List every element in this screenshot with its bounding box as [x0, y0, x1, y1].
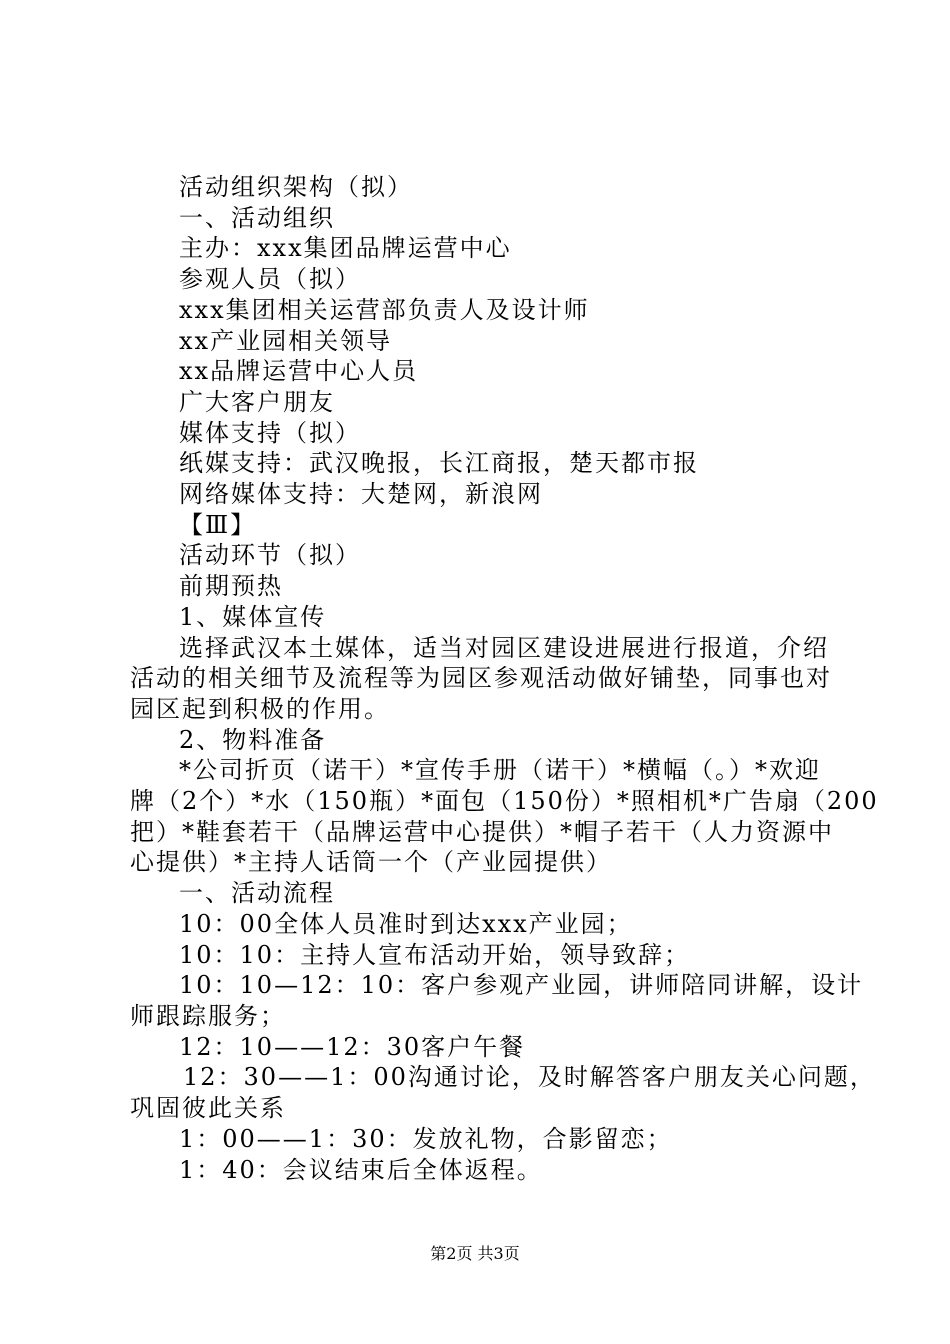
schedule-1010: 10：10：主持人宣布活动开始，领导致辞； — [179, 940, 691, 969]
document-body — [130, 172, 879, 1185]
schedule-1210: 12：10——12：30客户午餐 — [179, 1032, 526, 1061]
text-visitor-1: xxx集团相关运营部负责人及设计师 — [179, 295, 590, 324]
paragraph-line: 牌（2个）*水（150瓶）*面包（150份）*照相机*广告扇（200 — [130, 787, 879, 816]
text-host: 主办：xxx集团品牌运营中心 — [179, 234, 512, 263]
heading-activity-steps: 活动环节（拟） — [179, 541, 361, 570]
schedule-100: 1：00——1：30：发放礼物，合影留恋； — [179, 1124, 673, 1153]
text-visitor-2: xx产业园相关领导 — [179, 326, 393, 355]
heading-visitors: 参观人员（拟） — [179, 265, 361, 294]
heading-activity-flow: 一、活动流程 — [179, 879, 335, 908]
paragraph-line: 10：10—12：10：客户参观产业园，讲师陪同讲解，设计 — [179, 971, 864, 1000]
schedule-1230 — [130, 1062, 876, 1123]
heading-org-structure: 活动组织架构（拟） — [179, 173, 413, 201]
paragraph-line: 把）*鞋套若干（品牌运营中心提供）*帽子若干（人力资源中 — [130, 817, 834, 846]
paragraph-line: 心提供）*主持人话筒一个（产业园提供） — [130, 848, 612, 877]
heading-media-promo: 1、媒体宣传 — [179, 602, 327, 631]
paragraph-line: 师跟踪服务； — [130, 1001, 286, 1030]
schedule-1000: 10：00全体人员准时到达xxx产业园； — [179, 909, 633, 938]
page-number: 第2页 共3页 — [430, 1244, 520, 1263]
heading-materials: 2、物料准备 — [179, 725, 327, 754]
text-web-media: 网络媒体支持：大楚网，新浪网 — [179, 480, 543, 509]
text-visitor-3: xx品牌运营中心人员 — [179, 357, 419, 386]
paragraph-line: *公司折页（诺干）*宣传手册（诺干）*横幅（。）*欢迎 — [179, 756, 821, 785]
paragraph-line: 园区起到积极的作用。 — [130, 694, 390, 723]
text-visitor-4: 广大客户朋友 — [179, 387, 335, 416]
paragraph-line: 活动的相关细节及流程等为园区参观活动做好铺垫，同事也对 — [130, 664, 832, 693]
schedule-140: 1：40：会议结束后全体返程。 — [179, 1155, 543, 1184]
heading-warmup: 前期预热 — [179, 572, 283, 601]
paragraph-media-promo — [130, 633, 835, 725]
paragraph-line: 选择武汉本土媒体，适当对园区建设进展进行报道，介绍 — [179, 633, 829, 662]
text-print-media: 纸媒支持：武汉晚报，长江商报，楚天都市报 — [179, 449, 699, 478]
schedule-1010-1210 — [130, 970, 864, 1031]
paragraph-line: 12：30——1：00沟通讨论，及时解答客户朋友关心问题， — [183, 1063, 876, 1092]
section-marker: 【Ⅲ】 — [179, 510, 257, 539]
paragraph-materials — [130, 755, 879, 878]
heading-media: 媒体支持（拟） — [179, 418, 361, 447]
paragraph-line: 巩固彼此关系 — [130, 1094, 286, 1123]
heading-activity-org: 一、活动组织 — [179, 203, 335, 232]
